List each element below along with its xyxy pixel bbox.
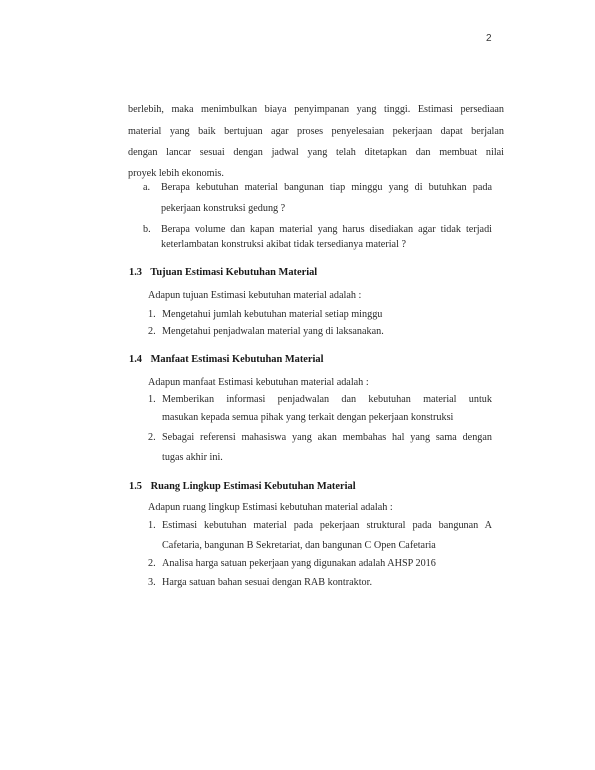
list-item-line: Estimasi kebutuhan material pada pekerjaan struktural pada bangunan A: [162, 520, 492, 531]
list-item-line: Sebagai referensi mahasiswa yang akan membahas hal yang sama dengan: [162, 432, 492, 443]
list-item-line: tugas akhir ini.: [162, 452, 223, 463]
list-marker: 1.: [148, 520, 156, 531]
page-number: 2: [486, 33, 492, 44]
section-heading: [129, 481, 356, 492]
list-item-line: Cafetaria, bangunan B Sekretariat, dan bangunan C Open Cafetaria: [162, 540, 436, 551]
section-title: Tujuan Estimasi Kebutuhan Material: [150, 267, 318, 278]
list-item-line: Berapa kebutuhan material bangunan tiap minggu yang di butuhkan pada: [161, 182, 492, 193]
section-title: Manfaat Estimasi Kebutuhan Material: [150, 354, 324, 365]
paragraph-line: dengan lancar sesuai dengan jadwal yang telah ditetapkan dan membuat nilai: [128, 147, 504, 158]
list-marker: 2.: [148, 326, 156, 337]
list-item-line: Mengetahui penjadwalan material yang di laksanakan.: [162, 326, 384, 337]
list-item-line: Harga satuan bahan sesuai dengan RAB kontraktor.: [162, 577, 373, 588]
section-intro: Adapun manfaat Estimasi kebutuhan material adalah :: [148, 377, 369, 388]
section-title: Ruang Lingkup Estimasi Kebutuhan Material: [150, 481, 356, 492]
list-item-line: Berapa volume dan kapan material yang harus disediakan agar tidak terjadi: [161, 224, 492, 235]
list-item-line: Mengetahui jumlah kebutuhan material setiap minggu: [162, 309, 383, 320]
list-item-line: masukan kepada semua pihak yang terkait dengan pekerjaan konstruksi: [162, 412, 454, 423]
section-heading: [129, 354, 324, 365]
section-heading: [129, 267, 317, 278]
list-item-line: Memberikan informasi penjadwalan dan kebutuhan material untuk: [162, 394, 492, 405]
paragraph-line: berlebih, maka menimbulkan biaya penyimpanan yang tinggi. Estimasi persediaan: [128, 104, 504, 115]
list-marker: 2.: [148, 558, 156, 569]
list-marker: 1.: [148, 309, 156, 320]
list-item-line: pekerjaan konstruksi gedung ?: [161, 203, 286, 214]
section-intro: Adapun ruang lingkup Estimasi kebutuhan material adalah :: [148, 502, 393, 513]
paragraph-line: material yang baik bertujuan agar proses penyelesaian pekerjaan dapat berjalan: [128, 126, 504, 137]
list-marker: 1.: [148, 394, 156, 405]
list-item-line: Analisa harga satuan pekerjaan yang digunakan adalah AHSP 2016: [162, 558, 436, 569]
section-number: 1.3: [129, 267, 142, 278]
list-marker: 2.: [148, 432, 156, 443]
list-marker: a.: [143, 182, 151, 193]
section-number: 1.5: [129, 481, 142, 492]
list-marker: 3.: [148, 577, 156, 588]
list-item-line: keterlambatan konstruksi akibat tidak tersedianya material ?: [161, 239, 406, 250]
section-number: 1.4: [129, 354, 142, 365]
section-intro: Adapun tujuan Estimasi kebutuhan material adalah :: [148, 290, 362, 301]
list-marker: b.: [143, 224, 151, 235]
paragraph-line: proyek lebih ekonomis.: [128, 168, 224, 179]
